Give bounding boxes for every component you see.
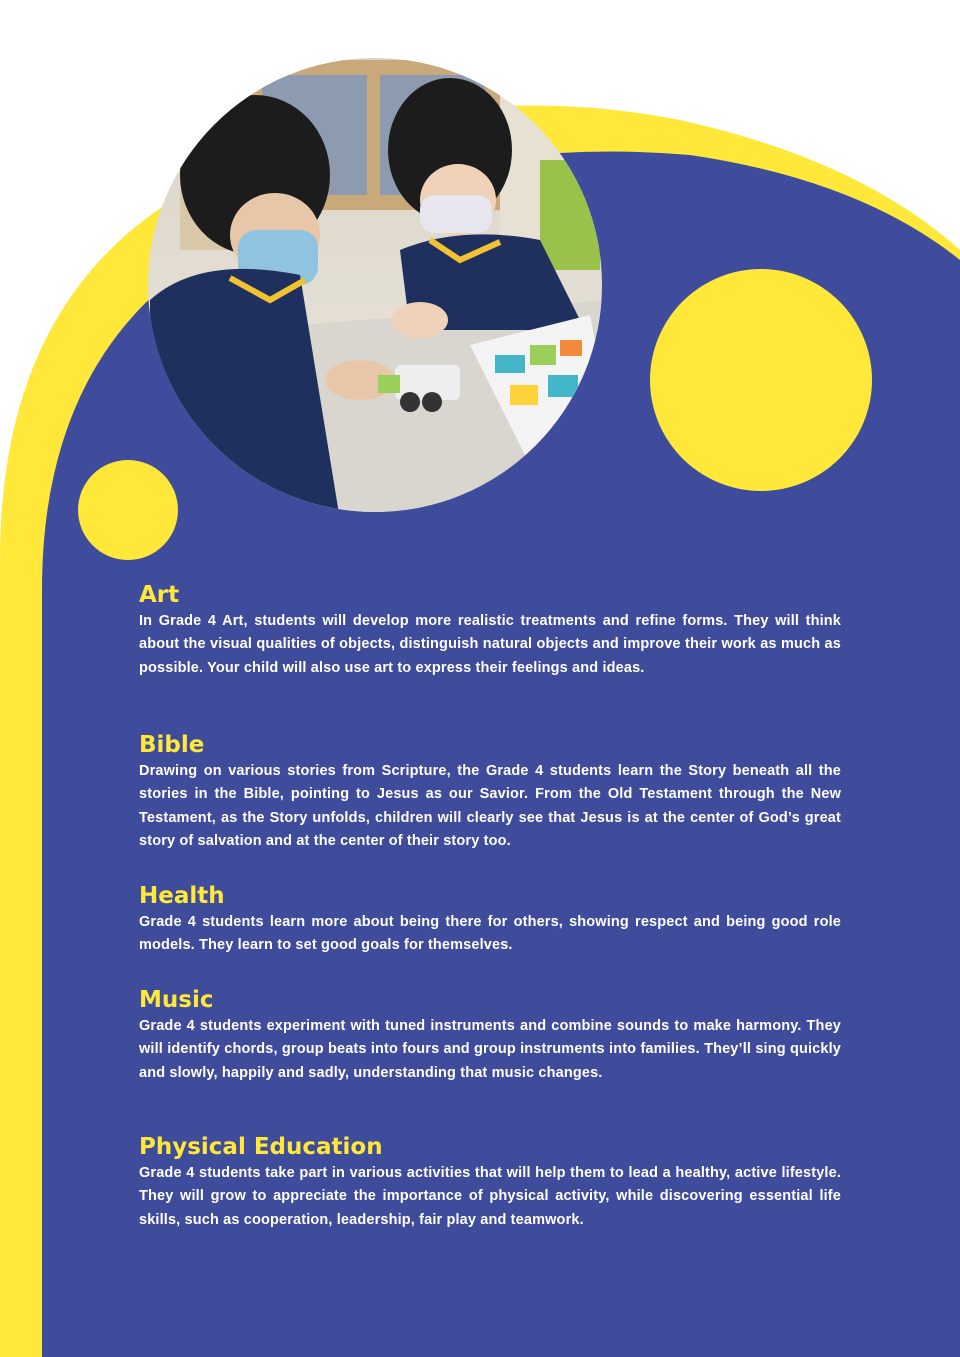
section-heading: Art	[139, 582, 180, 608]
section-music	[139, 985, 841, 1132]
section-heading: Music	[139, 987, 214, 1013]
yellow-circle-large	[650, 269, 872, 491]
section-body: Drawing on various stories from Scripture, the Grade 4 students learn the Story beneath all the stories in the Bible, pointing to Jesus as our Savior. From the Old Testament through the New Testament, as the Story unfolds, children will clearly see that Jesus is at the center of God’s great story of salvation and at the center of their story too.	[139, 763, 841, 850]
section-art	[139, 580, 841, 730]
section-health	[139, 881, 841, 985]
section-heading: Physical Education	[139, 1134, 383, 1160]
section-body: Grade 4 students take part in various activities that will help them to lead a healthy, active lifestyle. They will grow to appreciate the importance of physical activity, while discovering essential life skills, such as cooperation, leadership, fair play and teamwork.	[139, 1165, 841, 1228]
section-body: Grade 4 students learn more about being there for others, showing respect and being good role models. They learn to set good goals for themselves.	[139, 914, 841, 954]
section-heading: Health	[139, 883, 225, 909]
section-body: Grade 4 students experiment with tuned instruments and combine sounds to make harmony. They will identify chords, group beats into fours and group instruments into families. They’ll sing quickly and slowly, happily and sadly, understanding that music changes.	[139, 1018, 841, 1081]
section-body: In Grade 4 Art, students will develop more realistic treatments and refine forms. They will think about the visual qualities of objects, distinguish natural objects and improve their work as much as possible. Your child will also use art to express their feelings and ideas.	[139, 613, 841, 676]
yellow-circle-small	[78, 460, 178, 560]
section-heading: Bible	[139, 732, 205, 758]
subject-sections	[139, 580, 841, 1232]
section-physical-education	[139, 1132, 841, 1232]
section-bible	[139, 730, 841, 881]
